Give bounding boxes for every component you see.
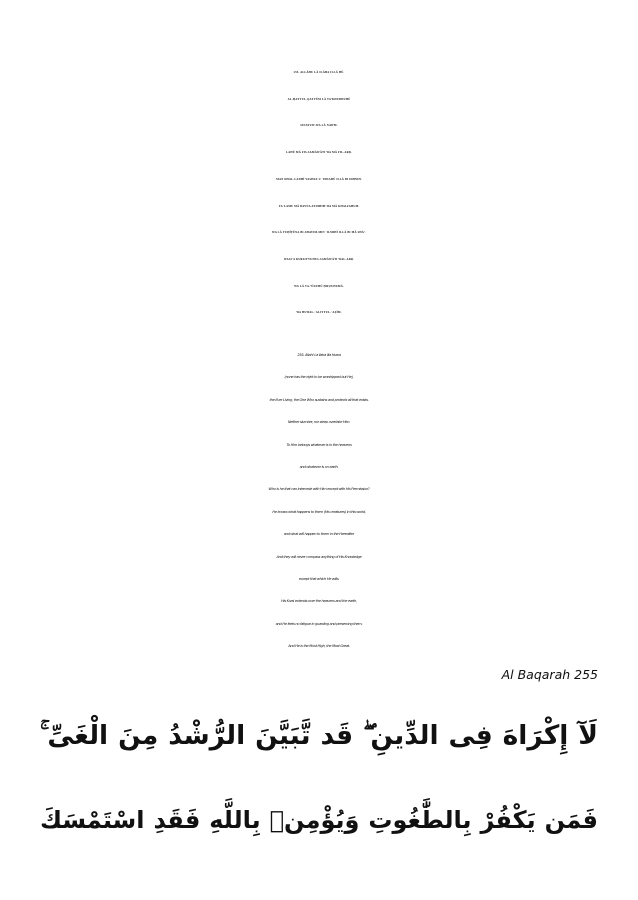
arabic-verse-line: لَآ إِكْرَاهَ فِى الدِّينِ ۖ قَد تَّبَيَّنَ الرُّشْدُ مِنَ الْغَىِّ ۚ	[40, 720, 598, 751]
transliteration-block	[0, 60, 638, 327]
translation-block	[0, 344, 638, 658]
transliteration-line: WA LĀ YA-‘ŪDUHŪ ḤIFẒUHUMĀ.	[294, 284, 344, 288]
transliteration-line: AL-ḤAYYUL-QAYYŪM LĀ TA’KHUDHUHŪ	[287, 97, 351, 101]
transliteration-line: YA`LAMU MĀ BAYNA AYDIHIM WA MĀ KHALFAHUM.	[278, 204, 360, 208]
translation-line: the Ever Living, the One Who sustains and protects all that exists.	[269, 397, 369, 402]
transliteration-line: WA LĀ YUḤĪṬŪNA BI-SHAYIM-MIN `ILMIHĪ ILLĀ BI MĀ SHĀ’.	[272, 231, 366, 235]
translation-line: His Kursi extends over the heavens and the earth,	[281, 599, 357, 604]
transliteration-line: SINATUW-WA LĀ NAWM.	[300, 124, 338, 128]
translation-line: He knows what happens to them (His creatures) in this world,	[272, 509, 366, 514]
transliteration-line: WASI`A KURSIYYUHUS-SAMĀWĀTI WAL-ARḌ.	[283, 257, 355, 261]
translation-line: and what will happen to them in the Hereafter.	[283, 532, 355, 537]
translation-line: and whatever is on earth.	[299, 465, 339, 470]
transliteration-line: MAN DHAL-LADHĪ YASHFA`U `INDAHŪ ILLĀ BI IDHNIH.	[276, 177, 362, 181]
translation-line: To Him belongs whatever is in the heavens	[286, 442, 352, 447]
arabic-verse-line: فَمَن يَكْفُرْ بِالطَّٰغُوتِ وَيُؤْمِنۢ بِاللَّهِ فَقَدِ اسْتَمْسَكَ	[40, 806, 598, 834]
translation-line: And He is the Most High, the Most Great.	[288, 644, 350, 649]
translation-line: except that which He wills.	[298, 577, 340, 582]
transliteration-line: WA HUWAL-`ALIYYUL-`AẒĪM.	[296, 311, 342, 315]
translation-line: Neither slumber, nor sleep overtake Him.	[287, 420, 351, 425]
translation-line: (none has the right to be worshipped but He),	[284, 375, 354, 380]
translation-line: 255. Allah! La ilaha illa Huwa	[297, 353, 341, 357]
translation-line: and He feels no fatigue in guarding and preserving them.	[275, 621, 363, 626]
translation-line: Who is he that can intercede with Him except with His Permission?	[268, 487, 370, 492]
transliteration-line: LAHŪ MĀ FIS-SAMĀWĀTI WA MĀ FIL-ARḌ.	[286, 151, 352, 155]
transliteration-line: 255. ALLĀHU LĀ ILĀHA ILLĀ HŪ.	[293, 71, 345, 74]
translation-line: And they will never compass anything of His Knowledge	[276, 554, 362, 559]
source-reference: Al Baqarah 255	[501, 667, 598, 682]
